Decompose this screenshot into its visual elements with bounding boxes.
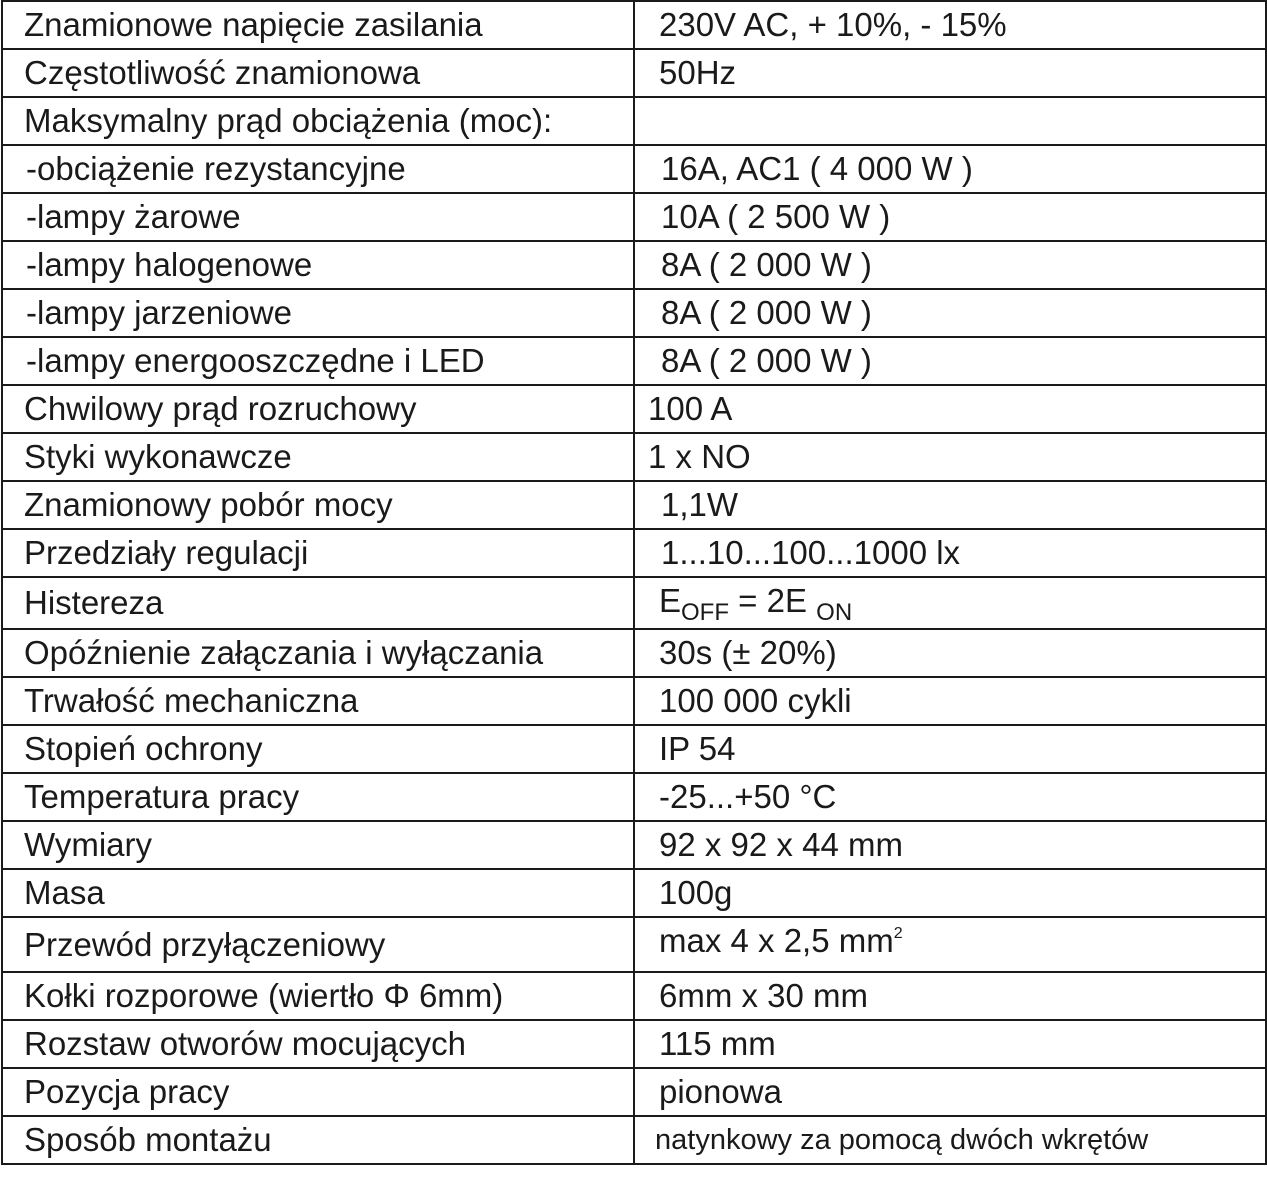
- row-label: Masa: [2, 869, 634, 917]
- row-value: 16A, AC1 ( 4 000 W ): [634, 145, 1266, 193]
- table-row: [2, 677, 1266, 725]
- row-value: 230V AC, + 10%, - 15%: [634, 1, 1266, 49]
- row-label: -lampy żarowe: [2, 193, 634, 241]
- row-label: Częstotliwość znamionowa: [2, 49, 634, 97]
- row-value: 115 mm: [634, 1020, 1266, 1068]
- row-label: Temperatura pracy: [2, 773, 634, 821]
- formula-sub-off: OFF: [681, 599, 730, 626]
- row-label: Kołki rozporowe (wiertło Φ 6mm): [2, 972, 634, 1020]
- row-label: Trwałość mechaniczna: [2, 677, 634, 725]
- row-label: -obciążenie rezystancyjne: [2, 145, 634, 193]
- row-label: Przedziały regulacji: [2, 529, 634, 577]
- table-row: [2, 869, 1266, 917]
- spec-table: [1, 0, 1267, 1165]
- table-row: [2, 1, 1266, 49]
- row-label: Histereza: [2, 577, 634, 629]
- row-label: Styki wykonawcze: [2, 433, 634, 481]
- row-value: 8A ( 2 000 W ): [634, 289, 1266, 337]
- row-value: IP 54: [634, 725, 1266, 773]
- table-row: [2, 577, 1266, 629]
- table-row: [2, 1116, 1266, 1164]
- cable-base: max 4 x 2,5 mm: [659, 922, 894, 959]
- table-row: [2, 529, 1266, 577]
- row-value: 100g: [634, 869, 1266, 917]
- row-value: 8A ( 2 000 W ): [634, 241, 1266, 289]
- row-value: 10A ( 2 500 W ): [634, 193, 1266, 241]
- hysteresis-formula: [634, 577, 1266, 629]
- table-row: [2, 1068, 1266, 1116]
- row-value: 1 x NO: [634, 433, 1266, 481]
- row-value: 1...10...100...1000 lx: [634, 529, 1266, 577]
- row-label: Sposób montażu: [2, 1116, 634, 1164]
- table-row: [2, 629, 1266, 677]
- table-row: [2, 821, 1266, 869]
- row-label: Znamionowy pobór mocy: [2, 481, 634, 529]
- table-row: [2, 385, 1266, 433]
- table-row: [2, 481, 1266, 529]
- table-row: [2, 433, 1266, 481]
- formula-sub-on: ON: [816, 599, 853, 626]
- row-value: [634, 97, 1266, 145]
- row-value: 100 A: [634, 385, 1266, 433]
- row-value: 100 000 cykli: [634, 677, 1266, 725]
- cable-value: [634, 917, 1266, 972]
- row-value: 30s (± 20%): [634, 629, 1266, 677]
- table-row: [2, 241, 1266, 289]
- row-label: Opóźnienie załączania i wyłączania: [2, 629, 634, 677]
- row-label: Stopień ochrony: [2, 725, 634, 773]
- table-row: [2, 289, 1266, 337]
- row-value: -25...+50 °C: [634, 773, 1266, 821]
- row-label: -lampy halogenowe: [2, 241, 634, 289]
- table-row: [2, 972, 1266, 1020]
- table-row: [2, 917, 1266, 972]
- row-value: 6mm x 30 mm: [634, 972, 1266, 1020]
- formula-mid: = 2E: [729, 582, 817, 619]
- row-value: pionowa: [634, 1068, 1266, 1116]
- row-label: Chwilowy prąd rozruchowy: [2, 385, 634, 433]
- row-label: Wymiary: [2, 821, 634, 869]
- table-row: [2, 337, 1266, 385]
- row-label: Pozycja pracy: [2, 1068, 634, 1116]
- table-row: [2, 97, 1266, 145]
- table-row: [2, 1020, 1266, 1068]
- table-row: [2, 725, 1266, 773]
- row-value: 1,1W: [634, 481, 1266, 529]
- table-row: [2, 145, 1266, 193]
- formula-e: E: [659, 582, 682, 619]
- row-label: Przewód przyłączeniowy: [2, 917, 634, 972]
- row-value: 92 x 92 x 44 mm: [634, 821, 1266, 869]
- row-label: Maksymalny prąd obciążenia (moc):: [2, 97, 634, 145]
- row-label: Znamionowe napięcie zasilania: [2, 1, 634, 49]
- row-value: 50Hz: [634, 49, 1266, 97]
- table-row: [2, 49, 1266, 97]
- row-label: Rozstaw otworów mocujących: [2, 1020, 634, 1068]
- row-label: -lampy jarzeniowe: [2, 289, 634, 337]
- table-row: [2, 773, 1266, 821]
- table-row: [2, 193, 1266, 241]
- row-label: -lampy energooszczędne i LED: [2, 337, 634, 385]
- cable-sup: 2: [893, 925, 903, 942]
- row-value: natynkowy za pomocą dwóch wkrętów: [634, 1116, 1266, 1164]
- row-value: 8A ( 2 000 W ): [634, 337, 1266, 385]
